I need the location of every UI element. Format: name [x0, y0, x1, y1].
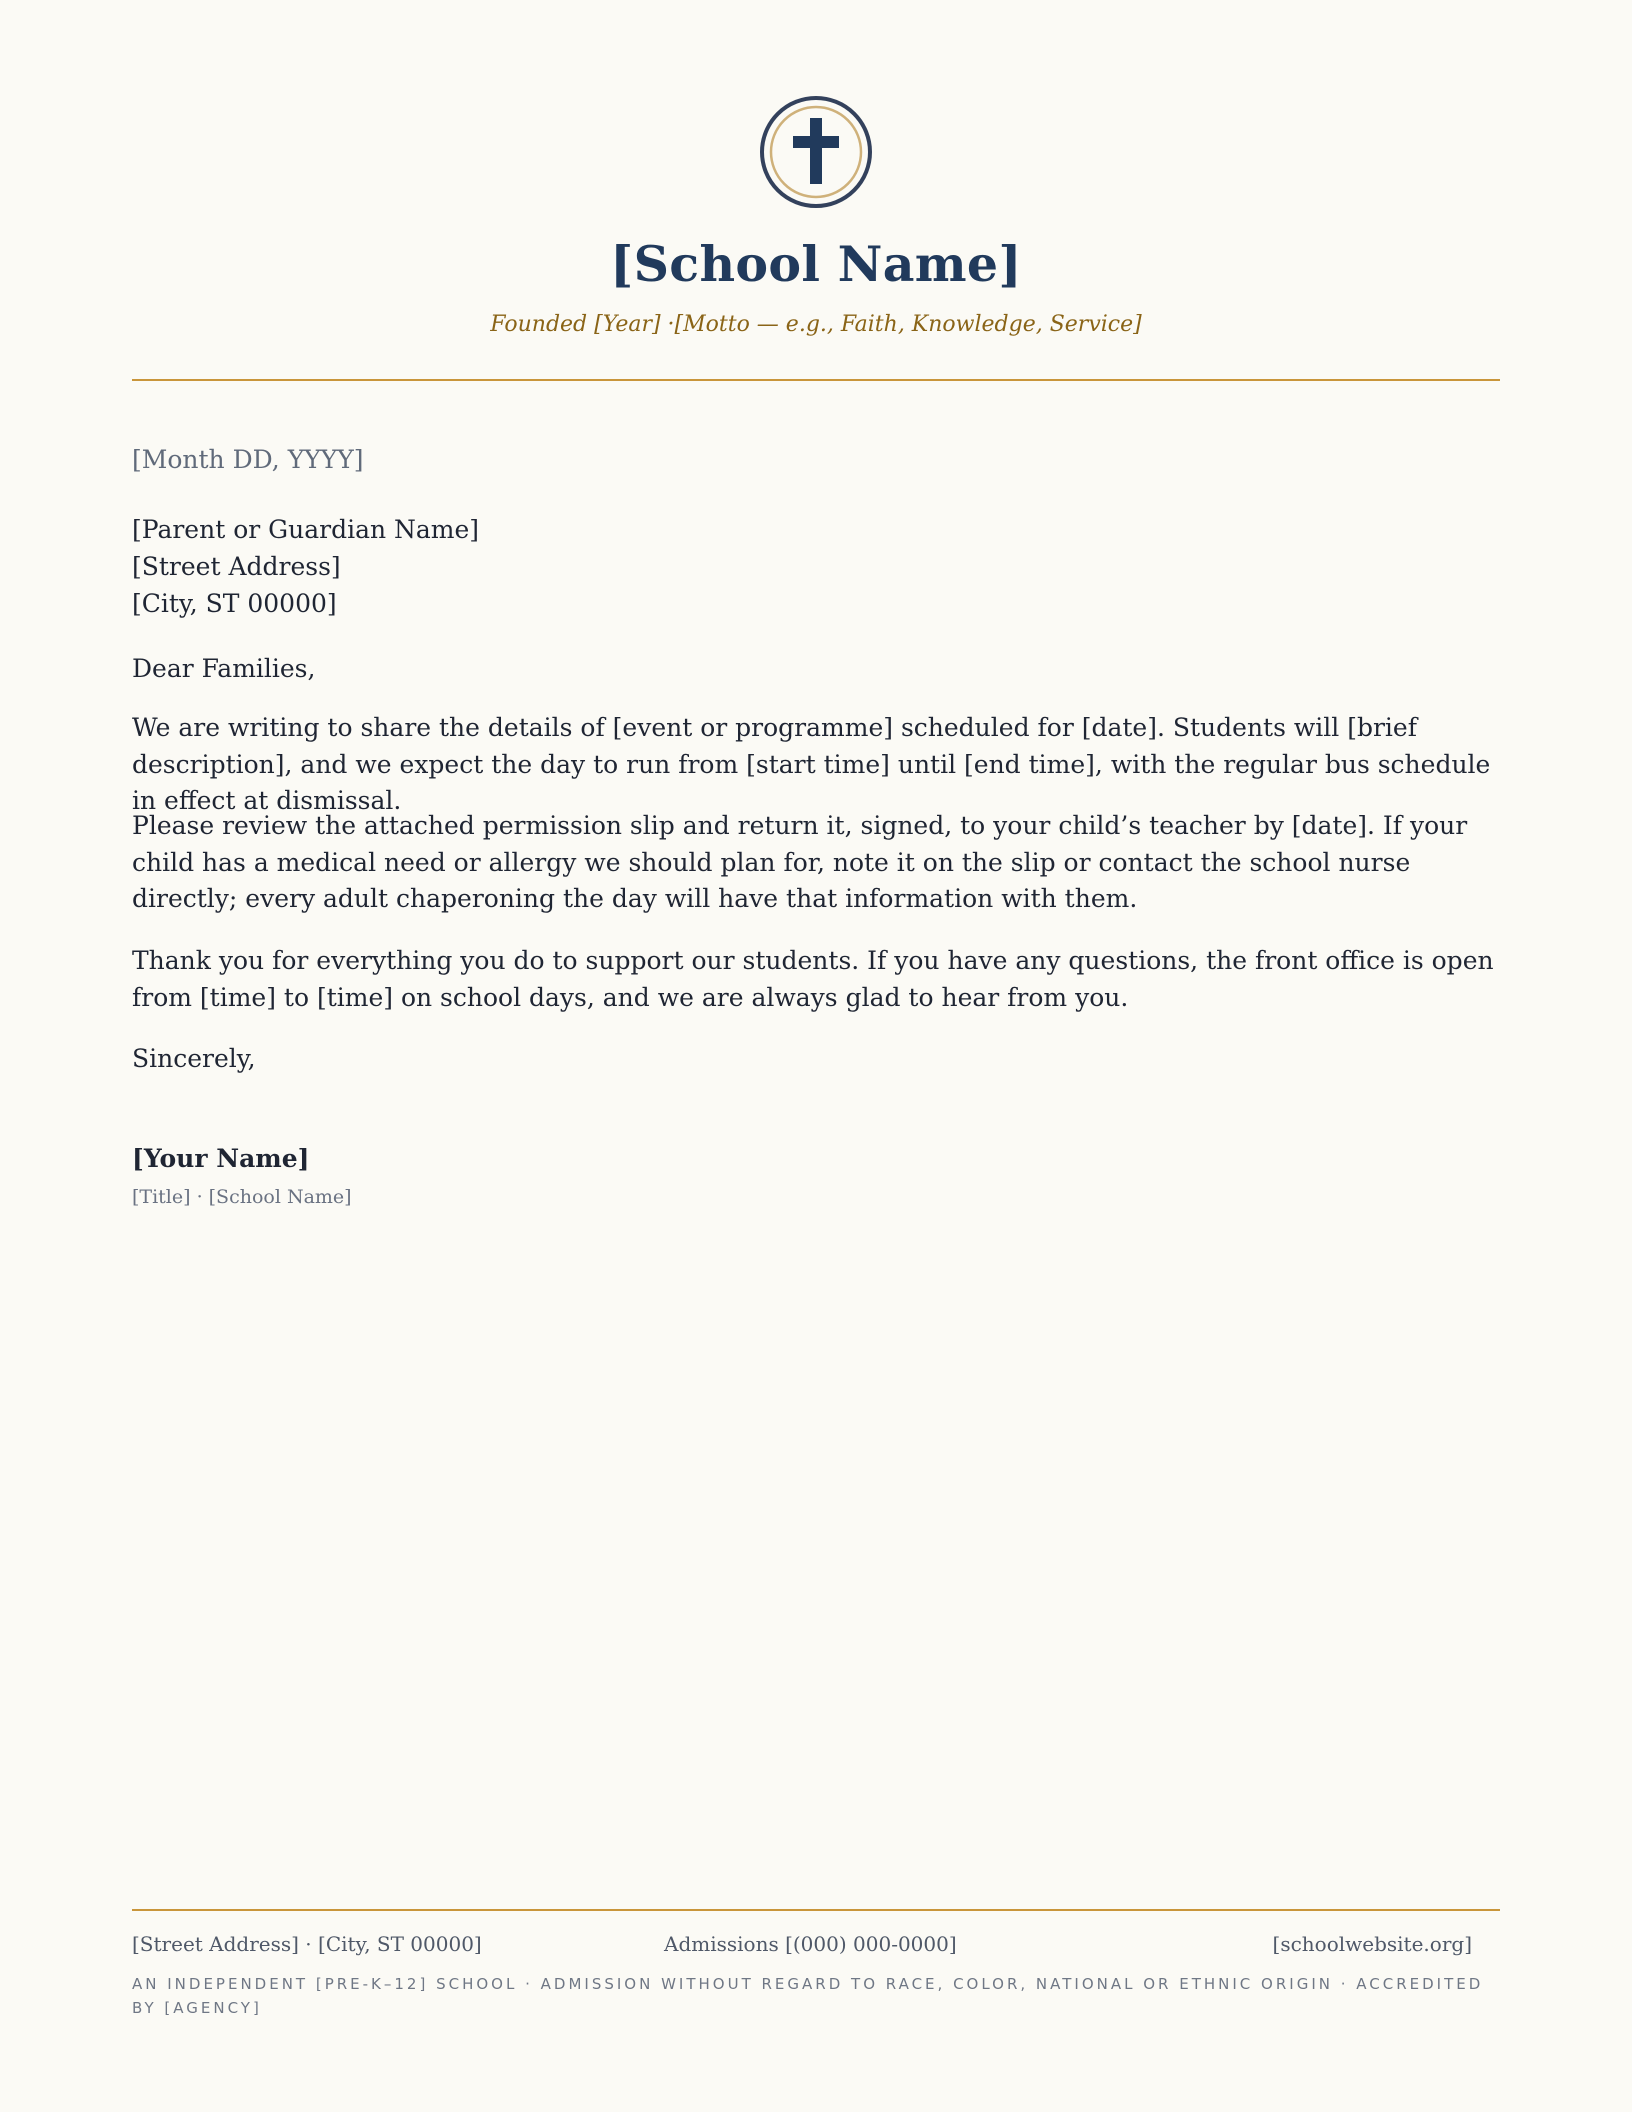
footer-divider	[132, 1909, 1500, 1911]
school-tagline: Founded [Year] ·[Motto — e.g., Faith, Knowledge, Service]	[490, 312, 1142, 337]
letterhead-page	[132, 0, 1500, 2112]
recipient-street: [Street Address]	[132, 552, 341, 581]
header-divider	[132, 379, 1500, 381]
footer-address: [Street Address] · [City, ST 00000]	[132, 1932, 482, 1956]
school-name: [School Name]	[610, 235, 1022, 293]
signer-name: [Your Name]	[132, 1144, 310, 1173]
footer-note: AN INDEPENDENT [PRE-K–12] SCHOOL · ADMISSION WITHOUT REGARD TO RACE, COLOR, NATIONAL OR ETHNIC ORIGIN · ACCREDITED BY [AGENCY]	[132, 1975, 1484, 2017]
recipient-name: [Parent or Guardian Name]	[132, 515, 480, 544]
footer-website[interactable]: [schoolwebsite.org]	[1272, 1932, 1472, 1956]
cross-icon	[760, 96, 872, 208]
body-paragraph-1: We are writing to share the details of [event or programme] scheduled for [date]. Students will [brief description], and we expect the day to run from [start time] until [end time], with the regular bus schedule in effect at dismissal.	[132, 713, 1491, 815]
salutation: Dear Families,	[132, 654, 316, 683]
letter-date: [Month DD, YYYY]	[132, 445, 364, 474]
footer-admissions: Admissions [(000) 000-0000]	[664, 1932, 957, 1956]
body-paragraph-2: Please review the attached permission slip and return it, signed, to your child’s teacher by [date]. If your child has a medical need or allergy we should plan for, note it on the slip or contact the school nurse directly; every adult chaperoning the day will have that information with them.	[132, 811, 1468, 913]
recipient-city: [City, ST 00000]	[132, 589, 337, 618]
closing: Sincerely,	[132, 1044, 256, 1073]
signer-title: [Title] · [School Name]	[132, 1186, 352, 1208]
body-paragraph-3: Thank you for everything you do to support our students. If you have any questions, the front office is open from [time] to [time] on school days, and we are always glad to hear from you.	[132, 946, 1494, 1012]
recipient-address	[132, 511, 479, 622]
